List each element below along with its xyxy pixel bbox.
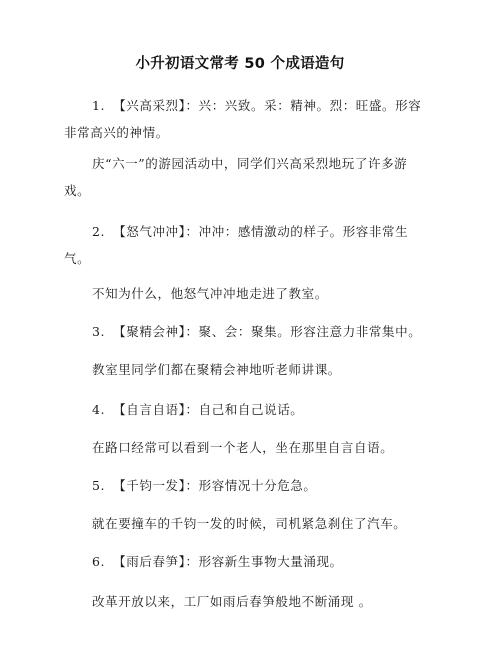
entry-1-definition — [64, 92, 424, 146]
entry-6-example — [64, 588, 424, 615]
entry-1-example-line2: 戏。 — [64, 183, 91, 198]
entry-5-definition-text: 【千钧一发】：形容情况十分危急。 — [113, 478, 317, 493]
entry-5-example-line1: 就在要撞车的千钧一发的时候，司机紧急刹住了汽车。 — [92, 516, 407, 531]
entry-1-example-line1: 庆“六一”的游园活动中，同学们兴高采烈地玩了许多游 — [92, 156, 408, 171]
entry-2-definition-line1 — [64, 218, 424, 245]
entry-5-definition — [64, 472, 424, 499]
entry-3-example — [64, 356, 424, 383]
entry-3-number: 3. — [92, 324, 106, 339]
document-title: 小升初语文常考 50 个成语造句 — [135, 56, 345, 72]
entry-4-definition — [64, 396, 424, 423]
entry-4-number: 4. — [92, 402, 106, 417]
entry-6-number: 6. — [92, 554, 106, 569]
entry-2-definition — [64, 218, 424, 272]
entry-6-definition-line1 — [64, 548, 424, 575]
entry-1-definition-line2: 非常高兴的神情。 — [64, 125, 169, 140]
entry-2-example-line1: 不知为什么，他怒气冲冲地走进了教室。 — [92, 286, 328, 301]
entry-5-number: 5. — [92, 478, 106, 493]
entry-1-definition-line1 — [64, 92, 424, 119]
entry-5-definition-line1 — [64, 472, 424, 499]
entry-6-definition — [64, 548, 424, 575]
entry-4-example-line1: 在路口经常可以看到一个老人，坐在那里自言自语。 — [92, 440, 394, 455]
entry-6-example-line1: 改革开放以来，工厂如雨后春笋般地不断涌现 。 — [92, 594, 372, 609]
entry-1-number: 1. — [92, 98, 106, 113]
entry-4-definition-line1 — [64, 396, 424, 423]
entry-3-definition — [64, 318, 424, 345]
entry-3-definition-text: 【聚精会神】：聚、会：聚集。形容注意力非常集中。 — [113, 324, 422, 339]
entry-6-definition-text: 【雨后春笋】：形容新生事物大量涌现。 — [113, 554, 343, 569]
entry-2-example — [64, 280, 424, 307]
entry-1-example — [64, 150, 424, 204]
entry-2-definition-text: 【怒气冲冲】：冲冲：感情激动的样子。形容非常生 — [113, 224, 409, 239]
entry-2-definition-line2: 气。 — [64, 251, 91, 266]
entry-1-definition-text: 【兴高采烈】：兴：兴致。采：精神。烈：旺盛。形容 — [113, 98, 422, 113]
entry-4-example — [64, 434, 424, 461]
entry-5-example — [64, 510, 424, 537]
entry-3-example-line1: 教室里同学们都在聚精会神地听老师讲课。 — [92, 362, 341, 377]
entry-4-definition-text: 【自言自语】：自己和自己说话。 — [113, 402, 304, 417]
entry-2-number: 2. — [92, 224, 106, 239]
entry-3-definition-line1 — [64, 318, 424, 345]
